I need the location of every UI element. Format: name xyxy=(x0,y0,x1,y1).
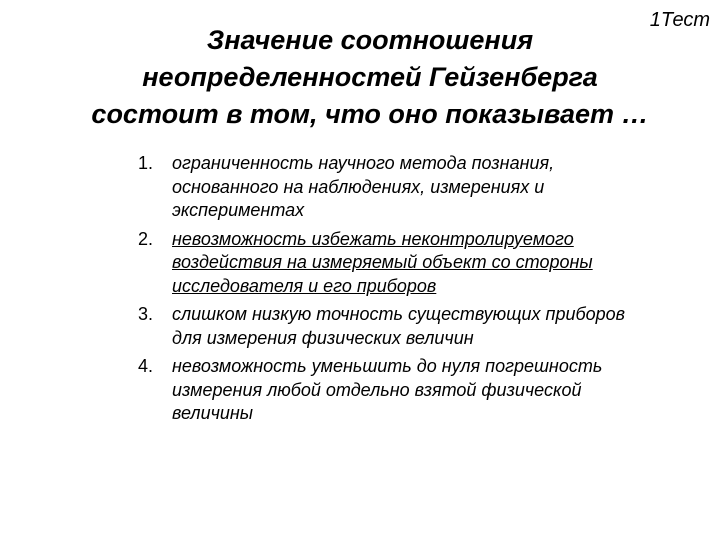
question-title-line-3: состоит в том, что оно показывает … xyxy=(91,99,649,129)
answer-option-2[interactable] xyxy=(138,228,698,299)
answer-option-number: 1. xyxy=(138,153,154,173)
question-title-line-2: неопределенностей Гейзенберга xyxy=(142,62,598,92)
answer-option-3[interactable] xyxy=(138,303,698,350)
answer-option-number: 3. xyxy=(138,304,154,324)
answer-options-list xyxy=(138,152,698,431)
answer-option-text-line: для измерения физических величин xyxy=(172,327,474,348)
answer-option-text-line: слишком низкую точность существующих приборов xyxy=(172,304,626,324)
answer-option-text-line: ограниченность научного метода познания, xyxy=(172,153,555,173)
question-title xyxy=(20,22,720,133)
answer-option-number: 4. xyxy=(138,356,154,376)
slide-number-tag: 1Тест xyxy=(649,9,710,31)
answer-option-text-line: экспериментах xyxy=(172,200,305,220)
answer-option-text-line: основанного на наблюдениях, измерениях и xyxy=(172,176,545,197)
question-title-line-1: Значение соотношения xyxy=(206,25,534,55)
answer-option-1[interactable] xyxy=(138,152,698,223)
answer-option-number: 2. xyxy=(138,228,154,249)
answer-option-text-line: воздействия на измеряемый объект со стороны xyxy=(172,252,593,272)
answer-option-text-line: измерения любой отдельно взятой физической xyxy=(172,379,582,400)
answer-option-text-line: невозможность уменьшить до нуля погрешность xyxy=(172,356,603,376)
answer-option-4[interactable] xyxy=(138,355,698,426)
answer-option-text-line: исследователя и его приборов xyxy=(172,275,437,296)
answer-option-text-line: невозможность избежать неконтролируемого xyxy=(172,228,574,249)
answer-option-text-line: величины xyxy=(172,403,254,423)
